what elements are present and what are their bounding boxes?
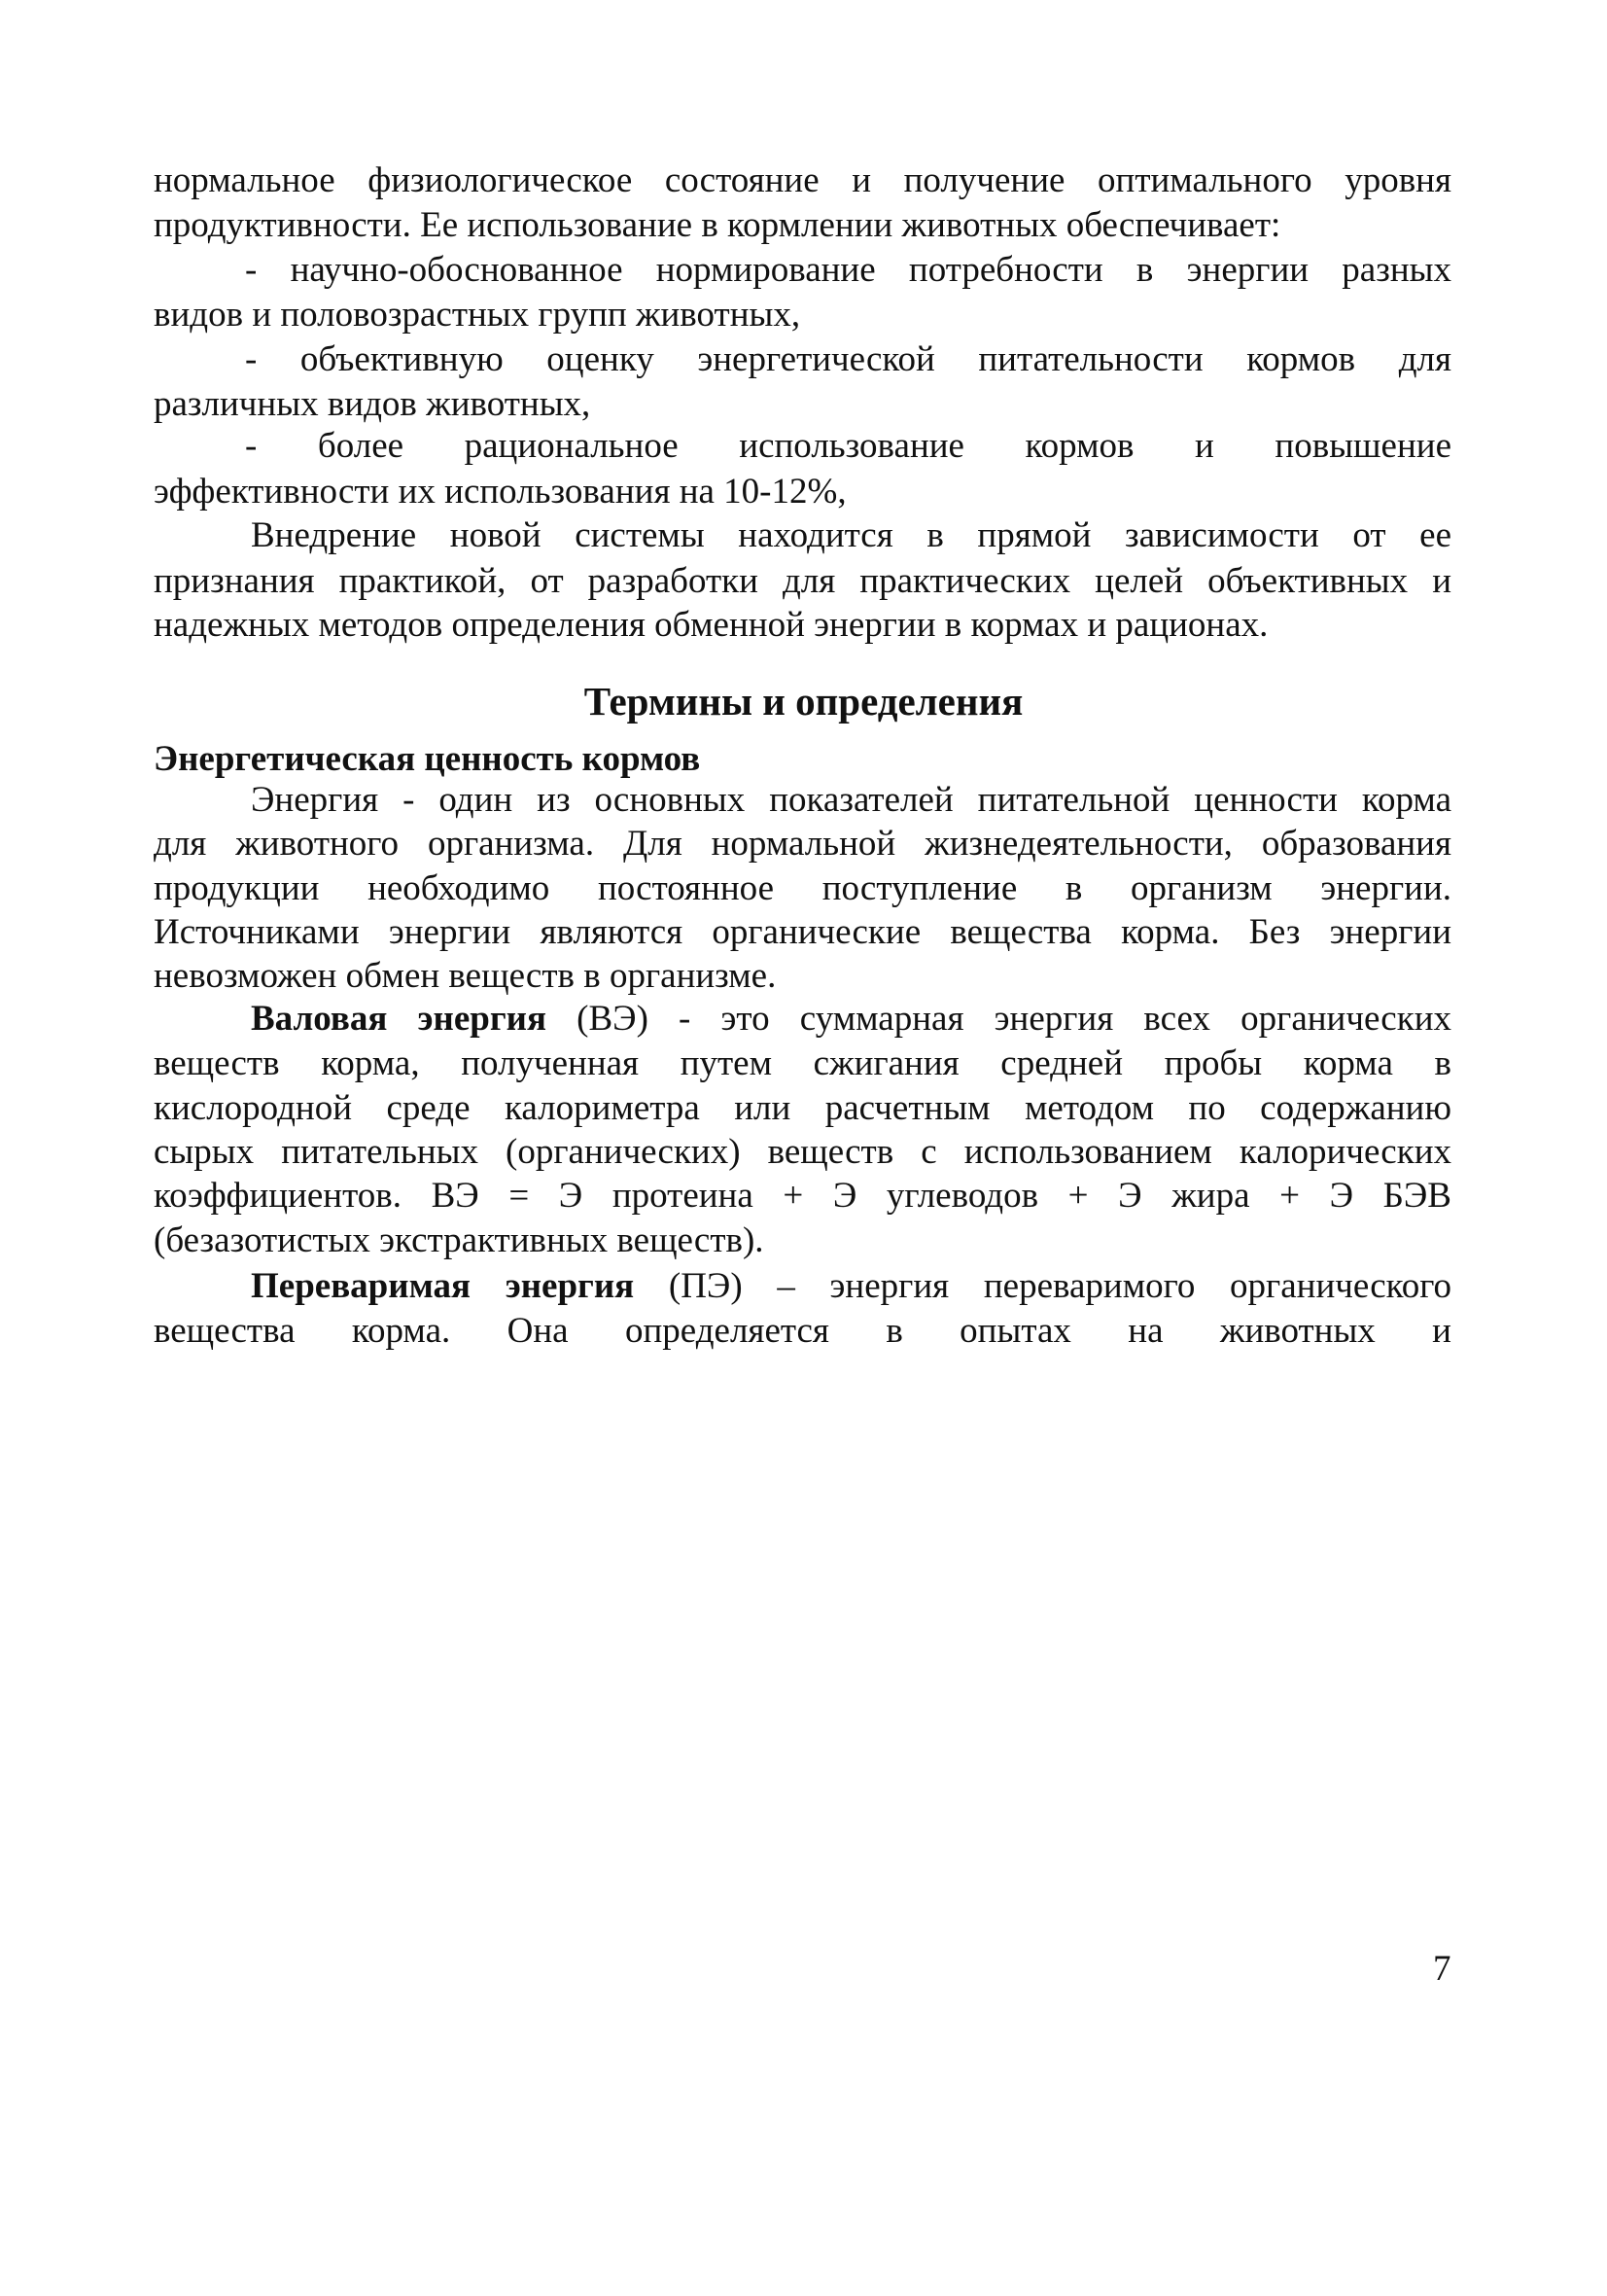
gross-energy-line-1-rest: (ВЭ) - это суммарная энергия всех органических — [545, 999, 1451, 1039]
bullet-2-line-2: различных видов животных, — [154, 384, 591, 424]
intro-line-2: продуктивности. Ее использование в кормлении животных обеспечивает: — [154, 205, 1281, 245]
gross-energy-term: Валовая энергия — [251, 999, 546, 1039]
bullet-1-line-2: видов и половозрастных групп животных, — [154, 295, 801, 335]
section-heading: Термины и определения — [583, 679, 1024, 724]
gross-energy-line-3: кислородной среде калориметра или расчетным методом по содержанию — [154, 1088, 1451, 1128]
implementation-line-3: надежных методов определения обменной энергии в кормах и рационах. — [154, 605, 1269, 645]
gross-energy-line-1 — [251, 997, 1451, 1042]
energy-line-2: для животного организма. Для нормальной жизнедеятельности, образования — [154, 824, 1451, 864]
gross-energy-line-5: коэффициентов. ВЭ = Э протеина + Э углеводов + Э жира + Э БЭВ — [154, 1176, 1451, 1216]
bullet-1-line-1: - научно-обоснованное нормирование потребности в энергии разных — [245, 250, 1451, 290]
digestible-energy-term: Переваримая энергия — [251, 1266, 635, 1306]
bullet-3-line-1: - более рациональное использование кормов и повышение — [245, 426, 1451, 466]
intro-line-1: нормальное физиологическое состояние и получение оптимального уровня — [154, 160, 1451, 200]
implementation-line-1: Внедрение новой системы находится в прямой зависимости от ее — [251, 515, 1451, 555]
digestible-energy-line-1 — [251, 1264, 1451, 1309]
implementation-line-2: признания практикой, от разработки для практических целей объективных и — [154, 561, 1451, 601]
energy-line-1: Энергия - один из основных показателей питательной ценности корма — [251, 780, 1451, 820]
energy-line-5: невозможен обмен веществ в организме. — [154, 956, 777, 996]
gross-energy-line-6: (безазотистых экстрактивных веществ). — [154, 1220, 764, 1260]
bullet-2-line-1: - объективную оценку энергетической питательности кормов для — [245, 339, 1451, 379]
subheading: Энергетическая ценность кормов — [154, 739, 701, 779]
bullet-3-line-2: эффективности их использования на 10-12%, — [154, 472, 847, 512]
gross-energy-line-4: сырых питательных (органических) веществ с использованием калорических — [154, 1132, 1451, 1172]
page-number: 7 — [1433, 1949, 1451, 1989]
gross-energy-line-2: веществ корма, полученная путем сжигания средней пробы корма в — [154, 1043, 1451, 1083]
energy-line-4: Источниками энергии являются органические вещества корма. Без энергии — [154, 912, 1451, 952]
digestible-energy-line-2: вещества корма. Она определяется в опытах на животных и — [154, 1311, 1451, 1351]
digestible-energy-line-1-rest: (ПЭ) – энергия переваримого органического — [634, 1266, 1451, 1306]
energy-line-3: продукции необходимо постоянное поступление в организм энергии. — [154, 868, 1451, 908]
